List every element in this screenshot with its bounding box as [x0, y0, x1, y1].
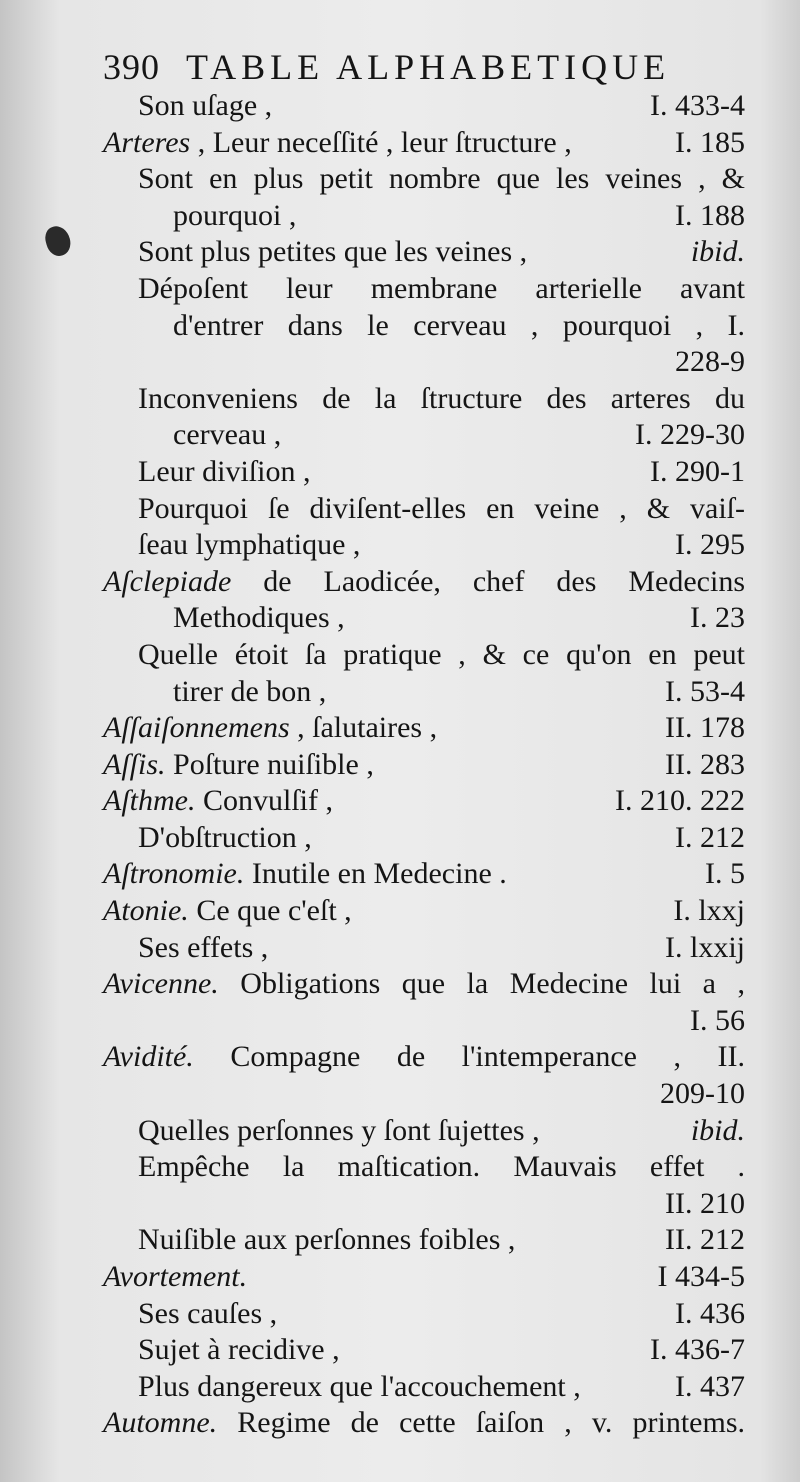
page-header: [103, 46, 670, 88]
page-reference: 209-10: [660, 1077, 745, 1111]
index-line: [0, 198, 800, 235]
page-reference: I. lxxj: [673, 894, 745, 928]
entry-text: [173, 600, 345, 637]
page-reference: I. 212: [675, 820, 745, 854]
index-line: [0, 417, 800, 454]
index-line: [0, 125, 800, 162]
entry-body: Ce que c'eſt ,: [196, 894, 352, 928]
entry-body: , ſalutaires ,: [297, 711, 438, 745]
index-entries: [0, 88, 800, 1442]
page-reference: I. 433-4: [650, 89, 745, 122]
page-reference: 228-9: [675, 345, 745, 379]
index-line: [0, 1259, 800, 1296]
index-line: [0, 1003, 800, 1040]
page-reference: I. 437: [675, 1369, 745, 1403]
entry-text: [173, 674, 326, 711]
page-reference: I 434-5: [657, 1260, 745, 1293]
entry-body: Pourquoi ſe diviſent-elles en veine , & vaiſ-: [138, 491, 745, 525]
index-line: [0, 893, 800, 930]
index-line: [0, 381, 800, 418]
entry-text: [138, 381, 745, 418]
page-reference: II. 212: [665, 1223, 745, 1257]
index-line: [0, 1113, 800, 1150]
index-line: [0, 1369, 800, 1406]
index-line: [0, 1222, 800, 1259]
page-reference: I. 436-7: [650, 1333, 745, 1367]
entry-text: [103, 747, 374, 784]
index-line: [0, 308, 800, 345]
page-reference: I. 210. 222: [615, 784, 745, 818]
entry-text: [173, 308, 745, 345]
entry-text: [138, 1332, 340, 1369]
index-line: [0, 1076, 800, 1113]
index-line: [0, 747, 800, 784]
page-reference: I. 23: [690, 601, 745, 635]
index-line: [0, 564, 800, 601]
page-reference: I. 229-30: [635, 418, 745, 452]
entry-body: d'entrer dans le cerveau , pourquoi , I.: [173, 308, 745, 342]
index-line: [0, 856, 800, 893]
entry-body: Regime de cette ſaiſon , v. printems.: [237, 1406, 745, 1440]
entry-text: [103, 1259, 247, 1296]
page-reference: II. 210: [665, 1186, 745, 1220]
entry-text: [103, 710, 437, 747]
page-reference: ibid.: [690, 1113, 745, 1147]
entry-text: [103, 893, 352, 930]
entry-body: , Leur neceſſité , leur ſtructure ,: [197, 125, 572, 159]
entry-text: [138, 820, 312, 857]
page-reference: II. 283: [665, 747, 745, 781]
page-reference: II. 178: [665, 711, 745, 745]
entry-keyword: Atonie.: [103, 894, 189, 928]
index-line: [0, 271, 800, 308]
entry-body: Quelles perſonnes y ſont ſujettes ,: [138, 1113, 540, 1147]
entry-text: [138, 271, 745, 308]
entry-text: [138, 1296, 277, 1333]
entry-text: [138, 234, 527, 271]
entry-body: cerveau ,: [173, 418, 282, 452]
entry-text: [103, 783, 333, 820]
index-line: [0, 820, 800, 857]
entry-body: Ses cauſes ,: [138, 1296, 278, 1330]
entry-text: [138, 1222, 515, 1259]
index-line: [0, 161, 800, 198]
index-line: [0, 783, 800, 820]
index-line: [0, 1186, 800, 1223]
entry-keyword: Avidité.: [103, 1040, 194, 1074]
entry-body: D'obſtruction ,: [138, 820, 312, 854]
entry-text: [103, 564, 745, 601]
entry-text: [103, 125, 572, 162]
entry-keyword: Aſſaiſonnemens: [103, 711, 290, 745]
index-line: [0, 1039, 800, 1076]
page-number: 390: [103, 47, 160, 87]
page-reference: I. 185: [675, 125, 745, 159]
entry-text: [138, 527, 360, 564]
entry-text: [103, 856, 507, 893]
entry-body: Ses effets ,: [138, 930, 269, 964]
page-reference: I. 5: [705, 857, 745, 891]
entry-body: Plus dangereux que l'accouchement ,: [138, 1369, 581, 1403]
entry-keyword: Arteres: [103, 125, 191, 159]
entry-text: [103, 1039, 745, 1076]
index-line: [0, 1405, 800, 1442]
index-line: [0, 1149, 800, 1186]
entry-text: [173, 417, 281, 454]
entry-keyword: Aſtronomie.: [103, 857, 245, 891]
index-line: [0, 600, 800, 637]
index-line: [0, 88, 800, 125]
entry-body: Son uſage ,: [138, 89, 273, 122]
entry-text: [138, 1113, 540, 1150]
index-line: [0, 1296, 800, 1333]
index-line: [0, 637, 800, 674]
index-line: [0, 491, 800, 528]
entry-body: Methodiques ,: [173, 601, 345, 635]
index-line: [0, 674, 800, 711]
entry-text: [103, 1405, 745, 1442]
entry-body: Convulſif ,: [202, 784, 333, 818]
entry-text: [138, 1369, 581, 1406]
index-line: [0, 234, 800, 271]
entry-body: Sont en plus petit nombre que les veines , &: [138, 162, 745, 196]
entry-keyword: Aſſis.: [103, 747, 166, 781]
entry-body: ſeau lymphatique ,: [138, 528, 361, 562]
entry-body: pourquoi ,: [173, 198, 297, 232]
entry-body: Sujet à recidive ,: [138, 1333, 340, 1367]
entry-body: Inutile en Medecine .: [251, 857, 507, 891]
page-reference: I. 436: [675, 1296, 745, 1330]
index-line: [0, 344, 800, 381]
entry-keyword: Avortement.: [103, 1260, 248, 1293]
entry-text: [138, 930, 268, 967]
entry-body: Leur diviſion ,: [138, 454, 311, 488]
entry-keyword: Aſthme.: [103, 784, 196, 818]
index-line: [0, 930, 800, 967]
entry-body: Dépoſent leur membrane arterielle avant: [138, 271, 745, 305]
entry-text: [173, 198, 296, 235]
page-reference: I. 53-4: [665, 674, 745, 708]
index-line: [0, 454, 800, 491]
entry-body: tirer de bon ,: [173, 674, 327, 708]
entry-body: Inconveniens de la ſtructure des arteres du: [138, 381, 745, 415]
entry-text: [103, 966, 745, 1003]
entry-body: Compagne de l'intemperance , II.: [230, 1040, 746, 1074]
entry-keyword: Aſclepiade: [103, 564, 232, 598]
entry-text: [138, 161, 745, 198]
entry-keyword: Automne.: [103, 1406, 218, 1440]
entry-text: [138, 454, 310, 491]
entry-body: de Laodicée, chef des Medecins: [263, 564, 746, 598]
page-reference: I. 56: [690, 1003, 745, 1037]
entry-text: [138, 88, 272, 125]
page-reference: I. 188: [675, 198, 745, 232]
index-line: [0, 1332, 800, 1369]
page-reference: I. 295: [675, 528, 745, 562]
entry-body: Nuiſible aux perſonnes foibles ,: [138, 1223, 516, 1257]
entry-body: Obligations que la Medecine lui a ,: [240, 967, 745, 1001]
entry-body: Poſture nuiſible ,: [173, 747, 374, 781]
page-reference: I. 290-1: [650, 454, 745, 488]
entry-keyword: Avicenne.: [103, 967, 219, 1001]
index-line: [0, 710, 800, 747]
page-reference: I. lxxij: [665, 930, 745, 964]
index-line: [0, 527, 800, 564]
page-title: TABLE ALPHABETIQUE: [186, 47, 671, 87]
entry-text: [138, 491, 745, 528]
page-reference: ibid.: [690, 235, 745, 269]
entry-body: Quelle étoit ſa pratique , & ce qu'on en peut: [138, 637, 745, 671]
entry-body: Sont plus petites que les veines ,: [138, 235, 528, 269]
index-line: [0, 966, 800, 1003]
entry-text: [138, 1149, 745, 1186]
entry-text: [138, 637, 745, 674]
entry-body: Empêche la maſtication. Mauvais effet .: [138, 1150, 745, 1184]
